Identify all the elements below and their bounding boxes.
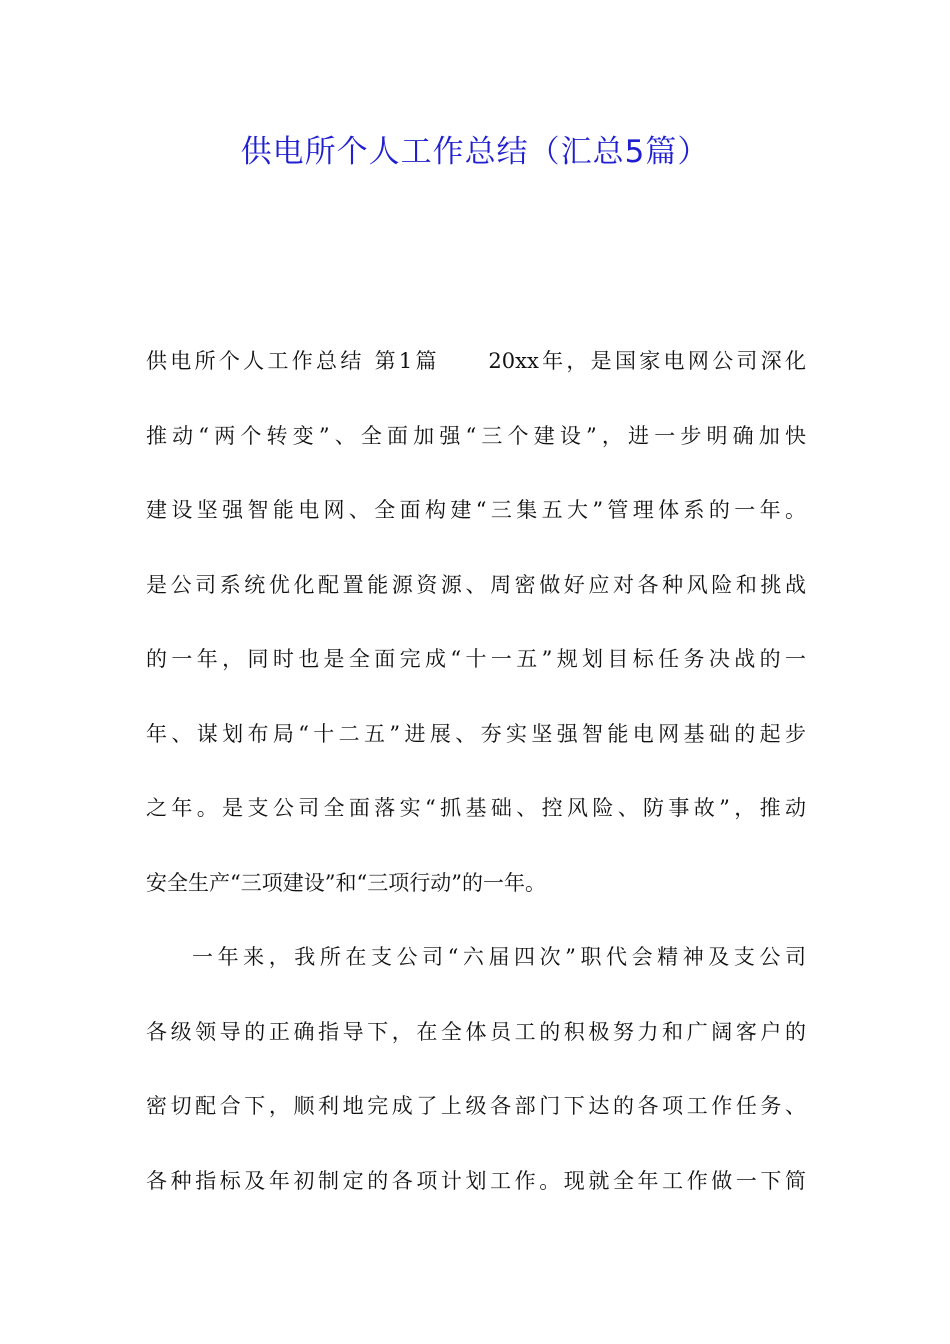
paragraph-line: 密切配合下，顺利地完成了上级各部门下达的各项工作任务、 <box>146 1094 806 1118</box>
paragraph-line: 推动“两个转变”、全面加强“三个建设”，进一步明确加快 <box>146 423 806 448</box>
document-title: 供电所个人工作总结（汇总5篇） <box>240 134 710 170</box>
paragraph-line: 供电所个人工作总结 第1篇 20xx年，是国家电网公司深化 <box>146 349 806 373</box>
paragraph-line: 的一年，同时也是全面完成“十一五”规划目标任务决战的一 <box>146 647 806 671</box>
paragraph-line: 是公司系统优化配置能源资源、周密做好应对各种风险和挑战 <box>146 572 806 597</box>
paragraph-line: 各种指标及年初制定的各项计划工作。现就全年工作做一下简 <box>146 1168 806 1193</box>
paragraph-line: 年、谋划布局“十二五”进展、夯实坚强智能电网基础的起步 <box>146 721 806 746</box>
paragraph-line: 一年来，我所在支公司“六届四次”职代会精神及支公司 <box>192 945 806 969</box>
document-body <box>146 334 806 1228</box>
paragraph-line: 安全生产“三项建设”和“三项行动”的一年。 <box>146 870 546 895</box>
paragraph-line: 之年。是支公司全面落实“抓基础、控风险、防事故”，推动 <box>146 796 806 820</box>
paragraph-line: 各级领导的正确指导下，在全体员工的积极努力和广阔客户的 <box>146 1019 806 1044</box>
paragraph-line: 建设坚强智能电网、全面构建“三集五大”管理体系的一年。 <box>146 498 806 522</box>
